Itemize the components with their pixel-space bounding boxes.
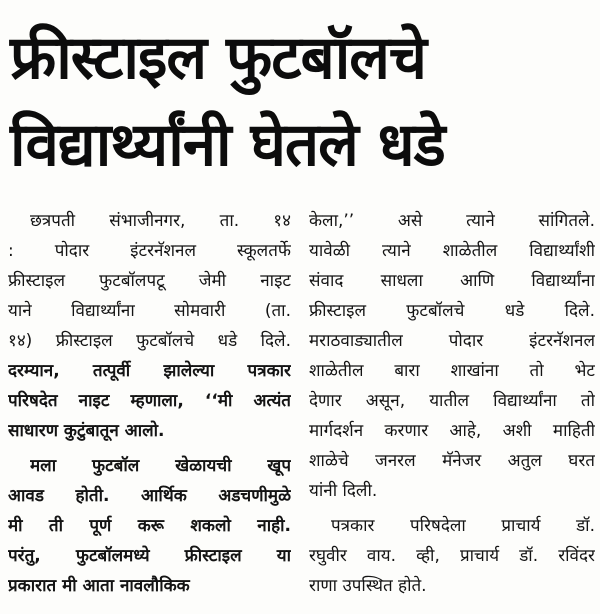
headline-line-2: विद्यार्थ्यांनी घेतले धडे — [10, 110, 445, 180]
article-line: मी ती पूर्ण करू शकलो नाही. — [8, 516, 291, 536]
article-line: मार्गदर्शन करणार आहे, अशी माहिती — [309, 421, 595, 441]
article-line: परिषदेत नाइट म्हणाला, ‘‘मी अत्यंत — [8, 391, 291, 411]
article-line: फ्रीस्टाइल फुटबॉलचे धडे दिले. — [309, 301, 595, 321]
article-line: केला,’’ असे त्याने सांगितले. — [309, 211, 595, 231]
article-line: प्रकारात मी आता नावलौकिक — [8, 576, 190, 596]
article-line: राणा उपस्थित होते. — [309, 576, 427, 596]
article-line: याने विद्यार्थ्यांना सोमवारी (ता. — [8, 301, 291, 321]
article-line: आवड होती. आर्थिक अडचणीमुळे — [8, 486, 291, 506]
article-line: यांनी दिली. — [309, 481, 378, 501]
article-line: : पोदार इंटरनॅशनल स्कूलतर्फे — [8, 241, 291, 261]
headline-line-1: फ्रीस्टाइल फुटबॉलचे — [10, 23, 427, 93]
article-line: शाळेचे जनरल मॅनेजर अतुल घरत — [309, 451, 595, 471]
article-line: रघुवीर वाय. व्ही, प्राचार्य डॉ. रविंदर — [309, 546, 595, 566]
article-line: साधारण कुटुंबातून आलो. — [8, 421, 165, 441]
article-line: मला फुटबॉल खेळायची खूप — [30, 456, 291, 476]
article-line: १४) फ्रीस्टाइल फुटबॉलचे धडे दिले. — [8, 331, 291, 351]
article-line: पत्रकार परिषदेला प्राचार्य डॉ. — [331, 516, 595, 536]
article-line: संवाद साधला आणि विद्यार्थ्यांना — [309, 271, 595, 291]
article-line: यावेळी त्याने शाळेतील विद्यार्थ्यांशी — [309, 241, 595, 261]
article-line: फ्रीस्टाइल फुटबॉलपटू जेमी नाइट — [8, 271, 291, 291]
article-line: मराठवाड्यातील पोदार इंटरनॅशनल — [309, 331, 595, 351]
article-line: देणार असून, यातील विद्यार्थ्यांना तो — [309, 391, 595, 411]
article-line: दरम्यान, तत्पूर्वी झालेल्या पत्रकार — [8, 361, 291, 381]
article-line: छत्रपती संभाजीनगर, ता. १४ — [30, 211, 291, 231]
article-line: शाळेतील बारा शाखांना तो भेट — [309, 361, 595, 381]
article-line: परंतु, फुटबॉलमध्ये फ्रीस्टाइल या — [8, 546, 291, 566]
